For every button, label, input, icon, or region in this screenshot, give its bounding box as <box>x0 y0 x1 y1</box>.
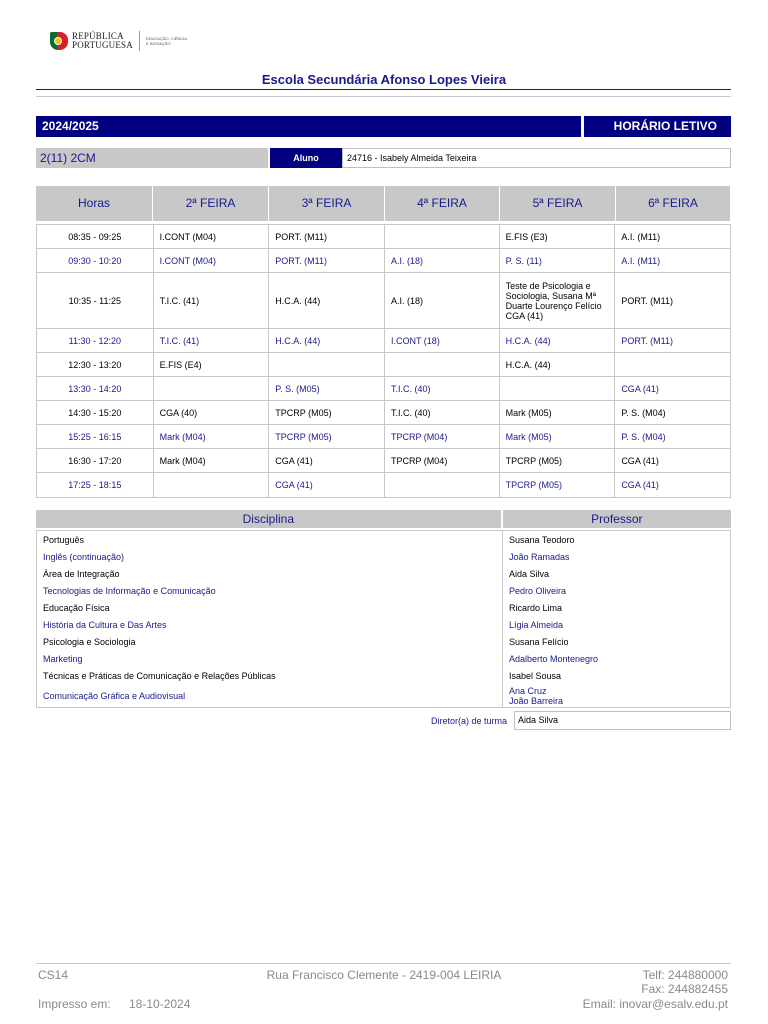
discipline-name: História da Cultura e Das Artes <box>37 616 503 633</box>
discipline-name: Marketing <box>37 650 503 667</box>
day-header: 5ª FEIRA <box>500 186 616 221</box>
logo-line2: PORTUGUESA <box>72 40 133 50</box>
day-header: 6ª FEIRA <box>616 186 731 221</box>
discipline-name: Tecnologias de Informação e Comunicação <box>37 582 503 599</box>
schedule-cell: CGA (40) <box>154 401 270 424</box>
schedule-cell: H.C.A. (44) <box>500 353 616 376</box>
logo-text <box>72 32 133 50</box>
discipline-row <box>37 599 730 616</box>
schedule-cell: TPCRP (M05) <box>269 401 385 424</box>
schedule-cell: PORT. (M11) <box>621 295 673 306</box>
schedule-cell: CGA (41) <box>269 449 385 472</box>
director-value: Aida Silva <box>514 711 731 730</box>
teacher-name: Isabel Sousa <box>509 670 562 681</box>
teacher-name: Adalberto Montenegro <box>509 653 599 664</box>
discipline-row <box>37 633 730 650</box>
schedule-row <box>37 225 730 249</box>
time-slot: 10:35 - 11:25 <box>37 273 154 328</box>
schedule-cell: TPCRP (M05) <box>500 449 616 472</box>
teacher-cell <box>503 599 730 616</box>
teacher-cell <box>503 684 730 707</box>
school-year: 2024/2025 <box>36 116 581 137</box>
discipline-row <box>37 650 730 667</box>
portugal-emblem-icon <box>50 30 68 52</box>
schedule-row <box>37 473 730 497</box>
schedule-row <box>37 353 730 377</box>
time-slot: 17:25 - 18:15 <box>37 473 154 497</box>
discipline-name: Português <box>37 531 503 548</box>
teacher-cell <box>503 531 730 548</box>
footer-divider <box>36 963 731 964</box>
republic-logo <box>50 28 200 54</box>
schedule-cell: H.C.A. (44) <box>269 329 385 352</box>
schedule-cell <box>385 353 500 376</box>
teacher-cell <box>503 633 730 650</box>
schedule-cell: CGA (41) <box>269 473 385 497</box>
time-slot: 08:35 - 09:25 <box>37 225 154 248</box>
schedule-cell: H.C.A. (44) <box>500 329 616 352</box>
footer-printed-label: Impresso em: <box>38 997 111 1011</box>
logo-line1: REPÚBLICA <box>72 31 124 41</box>
schedule-row <box>37 329 730 353</box>
schedule-header <box>36 186 731 221</box>
discipline-row <box>37 684 730 707</box>
schedule-body <box>36 224 731 498</box>
schedule-cell <box>385 225 500 248</box>
schedule-cell: TPCRP (M05) <box>500 473 616 497</box>
logo-separator <box>139 31 140 51</box>
teacher-name: João Ramadas <box>509 551 570 562</box>
teacher-cell <box>503 667 730 684</box>
schedule-cell: Teste de Psicologia e Sociologia, Susana Mª Duarte Lourenço Felício CGA (41) <box>500 273 616 328</box>
school-name: Escola Secundária Afonso Lopes Vieira <box>261 72 507 87</box>
discipline-name: Técnicas e Práticas de Comunicação e Relações Públicas <box>37 667 503 684</box>
schedule-cell <box>500 377 616 400</box>
schedule-cell: PORT. (M11) <box>621 335 673 346</box>
schedule-cell: P. S. (11) <box>500 249 616 272</box>
schedule-row <box>37 273 730 329</box>
schedule-cell: T.I.C. (41) <box>154 329 270 352</box>
schedule-cell: H.C.A. (44) <box>269 273 385 328</box>
disciplines-body <box>36 530 731 708</box>
footer-phone: Telf: 244880000 <box>642 968 728 982</box>
schedule-cell: Mark (M04) <box>154 425 270 448</box>
schedule-cell: T.I.C. (40) <box>385 377 500 400</box>
schedule-cell: PORT. (M11) <box>269 249 385 272</box>
discipline-header: Disciplina <box>36 510 501 528</box>
schedule-cell <box>154 473 270 497</box>
schedule-type: HORÁRIO LETIVO <box>584 116 731 137</box>
schedule-cell: A.I. (18) <box>385 249 500 272</box>
schedule-cell: P. S. (M04) <box>621 431 666 442</box>
discipline-row <box>37 565 730 582</box>
time-slot: 15:25 - 16:15 <box>37 425 154 448</box>
teacher-cell <box>503 650 730 667</box>
teacher-name: João Barreira <box>509 695 564 706</box>
schedule-cell: E.FIS (E3) <box>500 225 616 248</box>
footer-address: Rua Francisco Clemente - 2419-004 LEIRIA <box>266 968 502 982</box>
time-slot: 09:30 - 10:20 <box>37 249 154 272</box>
director-label: Diretor(a) de turma <box>430 716 507 726</box>
header-divider <box>36 89 731 90</box>
time-slot: 12:30 - 13:20 <box>37 353 154 376</box>
day-header: 3ª FEIRA <box>269 186 385 221</box>
discipline-name: Educação Física <box>37 599 503 616</box>
discipline-name: Área de Integração <box>37 565 503 582</box>
teacher-cell <box>503 616 730 633</box>
hours-header: Horas <box>36 186 153 221</box>
schedule-cell: CGA (41) <box>621 480 659 490</box>
schedule-cell: I.CONT (18) <box>385 329 500 352</box>
schedule-cell: CGA (41) <box>621 383 659 394</box>
teacher-name: Susana Teodoro <box>509 534 575 545</box>
discipline-row <box>37 531 730 548</box>
day-header: 2ª FEIRA <box>153 186 269 221</box>
schedule-cell: Mark (M04) <box>154 449 270 472</box>
schedule-cell <box>615 353 730 376</box>
schedule-row <box>37 401 730 425</box>
schedule-cell: P. S. (M04) <box>621 407 666 418</box>
footer-fax: Fax: 244882455 <box>641 982 728 996</box>
teacher-name: Aida Silva <box>509 568 550 579</box>
schedule-row <box>37 249 730 273</box>
header-divider-light <box>36 96 731 97</box>
teacher-name: Ricardo Lima <box>509 602 563 613</box>
disciplines-table <box>36 510 731 708</box>
schedule-cell: I.CONT (M04) <box>154 249 270 272</box>
schedule-cell: TPCRP (M05) <box>269 425 385 448</box>
discipline-name: Comunicação Gráfica e Audiovisual <box>37 684 503 707</box>
time-slot: 13:30 - 14:20 <box>37 377 154 400</box>
schedule-cell <box>154 377 270 400</box>
schedule-row <box>37 425 730 449</box>
schedule-table <box>36 186 731 498</box>
ministry-text: EDUCAÇÃO, CIÊNCIA E INOVAÇÃO <box>145 36 187 46</box>
discipline-row <box>37 616 730 633</box>
schedule-cell: A.I. (M11) <box>621 231 661 242</box>
class-code: 2(11) 2CM <box>36 148 268 168</box>
schedule-cell: TPCRP (M04) <box>385 449 500 472</box>
schedule-row <box>37 449 730 473</box>
discipline-row <box>37 582 730 599</box>
discipline-row <box>37 667 730 684</box>
discipline-name: Psicologia e Sociologia <box>37 633 503 650</box>
schedule-cell: CGA (41) <box>621 455 659 466</box>
footer-code: CS14 <box>38 968 69 982</box>
schedule-cell: I.CONT (M04) <box>154 225 270 248</box>
schedule-row <box>37 377 730 401</box>
schedule-cell: PORT. (M11) <box>269 225 385 248</box>
time-slot: 16:30 - 17:20 <box>37 449 154 472</box>
teacher-name: Ana Cruz <box>509 685 547 696</box>
footer-printed-date: 18-10-2024 <box>129 997 191 1011</box>
schedule-cell: TPCRP (M04) <box>385 425 500 448</box>
disciplines-header <box>36 510 731 528</box>
schedule-cell: T.I.C. (40) <box>385 401 500 424</box>
teacher-name: Susana Felício <box>509 636 569 647</box>
day-header: 4ª FEIRA <box>385 186 500 221</box>
teacher-cell <box>503 582 730 599</box>
teacher-cell <box>503 565 730 582</box>
schedule-cell <box>269 353 385 376</box>
schedule-cell: A.I. (18) <box>385 273 500 328</box>
teacher-header: Professor <box>503 510 731 528</box>
schedule-cell: P. S. (M05) <box>269 377 385 400</box>
schedule-cell: T.I.C. (41) <box>154 273 270 328</box>
footer-email: Email: inovar@esalv.edu.pt <box>582 997 728 1011</box>
discipline-name: Inglês (continuação) <box>37 548 503 565</box>
time-slot: 14:30 - 15:20 <box>37 401 154 424</box>
discipline-row <box>37 548 730 565</box>
schedule-cell: E.FIS (E4) <box>154 353 270 376</box>
teacher-cell <box>503 548 730 565</box>
student-label: Aluno <box>270 148 342 168</box>
teacher-name: Pedro Oliveira <box>509 585 567 596</box>
time-slot: 11:30 - 12:20 <box>37 329 154 352</box>
schedule-cell: Mark (M05) <box>500 425 616 448</box>
schedule-cell: Mark (M05) <box>500 401 616 424</box>
schedule-cell: A.I. (M11) <box>621 255 661 266</box>
student-value: 24716 - Isabely Almeida Teixeira <box>342 148 731 168</box>
schedule-cell <box>385 473 500 497</box>
teacher-name: Lígia Almeida <box>509 619 564 630</box>
